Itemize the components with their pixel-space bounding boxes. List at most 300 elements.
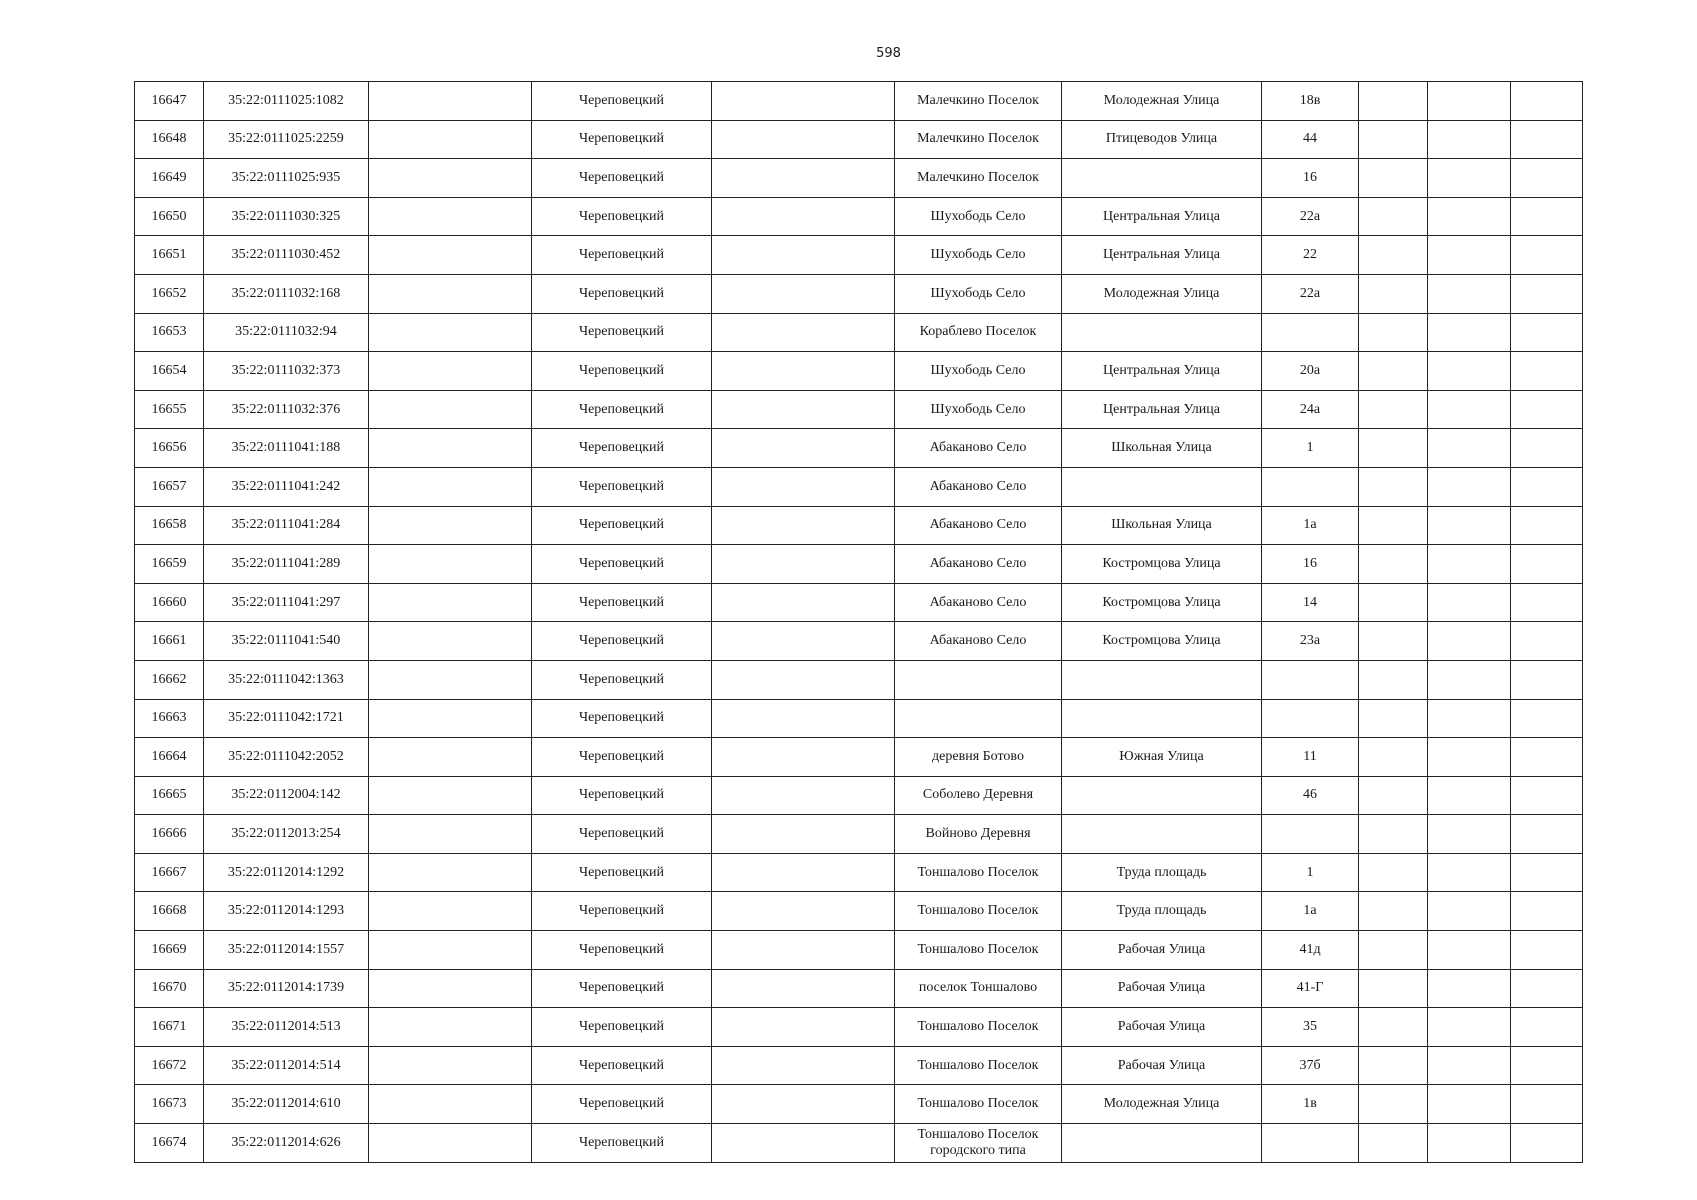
cell-row-number: 16655 — [135, 390, 204, 429]
cell-empty — [712, 776, 895, 815]
cell-empty — [369, 1008, 532, 1047]
cell-empty — [712, 699, 895, 738]
cell-empty — [369, 467, 532, 506]
cell-empty — [1359, 236, 1428, 275]
cell-empty — [1511, 583, 1583, 622]
cell-house-number: 41-Г — [1262, 969, 1359, 1008]
cell-locality: Тоншалово Поселок — [895, 1046, 1062, 1085]
cell-house-number: 1в — [1262, 1085, 1359, 1124]
cell-empty — [1511, 622, 1583, 661]
cell-empty — [369, 352, 532, 391]
cell-cadastral-number: 35:22:0111042:1363 — [204, 660, 369, 699]
cell-empty — [1511, 1085, 1583, 1124]
cell-empty — [712, 274, 895, 313]
table-row — [135, 1085, 1583, 1124]
cell-street: Центральная Улица — [1062, 390, 1262, 429]
cell-street — [1062, 699, 1262, 738]
cell-empty — [369, 853, 532, 892]
cell-street: Школьная Улица — [1062, 506, 1262, 545]
cell-empty — [1359, 1124, 1428, 1163]
cell-empty — [1511, 352, 1583, 391]
cell-locality: Шухободь Село — [895, 390, 1062, 429]
cell-district: Череповецкий — [532, 159, 712, 198]
cell-empty — [369, 931, 532, 970]
cell-empty — [1359, 313, 1428, 352]
cell-empty — [369, 313, 532, 352]
cell-empty — [369, 892, 532, 931]
cell-empty — [1511, 159, 1583, 198]
cell-house-number: 20а — [1262, 352, 1359, 391]
cell-locality: Абаканово Село — [895, 622, 1062, 661]
cell-street: Центральная Улица — [1062, 352, 1262, 391]
cell-empty — [712, 313, 895, 352]
cell-house-number: 24а — [1262, 390, 1359, 429]
cell-empty — [1428, 159, 1511, 198]
cell-empty — [1428, 1046, 1511, 1085]
cell-empty — [712, 622, 895, 661]
cell-empty — [1428, 815, 1511, 854]
cell-cadastral-number: 35:22:0111041:188 — [204, 429, 369, 468]
cell-street — [1062, 467, 1262, 506]
cell-locality: Абаканово Село — [895, 467, 1062, 506]
cell-row-number: 16666 — [135, 815, 204, 854]
cell-cadastral-number: 35:22:0111041:284 — [204, 506, 369, 545]
cell-empty — [712, 1085, 895, 1124]
cell-cadastral-number: 35:22:0111042:1721 — [204, 699, 369, 738]
cell-house-number: 11 — [1262, 738, 1359, 777]
table-row — [135, 82, 1583, 121]
cell-empty — [712, 892, 895, 931]
cell-locality: поселок Тоншалово — [895, 969, 1062, 1008]
cell-empty — [712, 853, 895, 892]
table-row — [135, 197, 1583, 236]
cell-empty — [1359, 1085, 1428, 1124]
cell-empty — [1428, 892, 1511, 931]
cell-empty — [1511, 197, 1583, 236]
cell-cadastral-number: 35:22:0112014:1739 — [204, 969, 369, 1008]
cell-empty — [369, 776, 532, 815]
cell-empty — [712, 738, 895, 777]
cell-row-number: 16663 — [135, 699, 204, 738]
cell-district: Череповецкий — [532, 1008, 712, 1047]
cell-empty — [1359, 776, 1428, 815]
cell-district: Череповецкий — [532, 313, 712, 352]
cell-empty — [1359, 931, 1428, 970]
cell-row-number: 16670 — [135, 969, 204, 1008]
table-row — [135, 274, 1583, 313]
cell-empty — [1511, 313, 1583, 352]
table-row — [135, 776, 1583, 815]
table-row — [135, 429, 1583, 468]
cell-empty — [1511, 969, 1583, 1008]
cell-house-number: 22а — [1262, 197, 1359, 236]
cell-empty — [1511, 82, 1583, 121]
cell-empty — [1511, 776, 1583, 815]
table-row — [135, 390, 1583, 429]
cell-empty — [1359, 545, 1428, 584]
cell-street: Птицеводов Улица — [1062, 120, 1262, 159]
cell-row-number: 16657 — [135, 467, 204, 506]
cell-empty — [1428, 1008, 1511, 1047]
cell-empty — [369, 506, 532, 545]
cell-empty — [1359, 738, 1428, 777]
cell-row-number: 16658 — [135, 506, 204, 545]
cell-cadastral-number: 35:22:0111041:540 — [204, 622, 369, 661]
cell-empty — [1511, 120, 1583, 159]
cell-empty — [1428, 120, 1511, 159]
table-row — [135, 545, 1583, 584]
cell-district: Череповецкий — [532, 236, 712, 275]
cell-empty — [1511, 236, 1583, 275]
cell-district: Череповецкий — [532, 197, 712, 236]
cell-street: Костромцова Улица — [1062, 545, 1262, 584]
cell-street — [1062, 660, 1262, 699]
cell-empty — [712, 120, 895, 159]
table-row — [135, 738, 1583, 777]
cell-empty — [1428, 776, 1511, 815]
cell-district: Череповецкий — [532, 1046, 712, 1085]
table-row — [135, 583, 1583, 622]
cell-empty — [1428, 197, 1511, 236]
cell-empty — [1428, 622, 1511, 661]
cell-district: Череповецкий — [532, 853, 712, 892]
table-row — [135, 313, 1583, 352]
cell-empty — [1359, 197, 1428, 236]
cell-empty — [712, 1124, 895, 1163]
cell-row-number: 16667 — [135, 853, 204, 892]
cell-locality: Тоншалово Поселок — [895, 853, 1062, 892]
cell-street: Центральная Улица — [1062, 197, 1262, 236]
cell-locality: Тоншалово Поселок — [895, 1008, 1062, 1047]
cell-cadastral-number: 35:22:0112004:142 — [204, 776, 369, 815]
cell-street: Костромцова Улица — [1062, 622, 1262, 661]
cell-locality: Войново Деревня — [895, 815, 1062, 854]
cell-row-number: 16650 — [135, 197, 204, 236]
cell-house-number — [1262, 313, 1359, 352]
cell-empty — [1511, 545, 1583, 584]
cell-locality: Тоншалово Поселок — [895, 931, 1062, 970]
cell-row-number: 16669 — [135, 931, 204, 970]
cell-district: Череповецкий — [532, 1124, 712, 1163]
cell-row-number: 16648 — [135, 120, 204, 159]
cell-house-number: 22а — [1262, 274, 1359, 313]
cell-empty — [369, 82, 532, 121]
cell-empty — [1428, 467, 1511, 506]
cell-row-number: 16656 — [135, 429, 204, 468]
cell-house-number — [1262, 1124, 1359, 1163]
cell-empty — [1359, 120, 1428, 159]
cell-empty — [1359, 506, 1428, 545]
cell-cadastral-number: 35:22:0111042:2052 — [204, 738, 369, 777]
cell-empty — [1359, 815, 1428, 854]
cell-district: Череповецкий — [532, 776, 712, 815]
cell-empty — [369, 390, 532, 429]
cell-empty — [369, 969, 532, 1008]
cell-row-number: 16652 — [135, 274, 204, 313]
cell-empty — [369, 660, 532, 699]
cell-row-number: 16661 — [135, 622, 204, 661]
cell-empty — [369, 1124, 532, 1163]
cell-empty — [1428, 429, 1511, 468]
cell-locality: деревня Ботово — [895, 738, 1062, 777]
cell-district: Череповецкий — [532, 660, 712, 699]
cell-street: Рабочая Улица — [1062, 1008, 1262, 1047]
cell-empty — [1428, 236, 1511, 275]
cell-house-number — [1262, 699, 1359, 738]
cell-district: Череповецкий — [532, 390, 712, 429]
cell-street — [1062, 1124, 1262, 1163]
cell-street — [1062, 313, 1262, 352]
cell-empty — [369, 429, 532, 468]
table-row — [135, 892, 1583, 931]
table-row — [135, 1046, 1583, 1085]
cell-empty — [1511, 274, 1583, 313]
cell-street: Рабочая Улица — [1062, 931, 1262, 970]
cell-district: Череповецкий — [532, 969, 712, 1008]
cell-locality: Малечкино Поселок — [895, 159, 1062, 198]
cell-street — [1062, 815, 1262, 854]
cell-empty — [712, 1046, 895, 1085]
cell-empty — [369, 236, 532, 275]
cell-district: Череповецкий — [532, 1085, 712, 1124]
cell-house-number: 22 — [1262, 236, 1359, 275]
cell-street — [1062, 159, 1262, 198]
cell-empty — [1428, 1124, 1511, 1163]
cell-empty — [1428, 699, 1511, 738]
cell-house-number: 18в — [1262, 82, 1359, 121]
cell-cadastral-number: 35:22:0112014:1293 — [204, 892, 369, 931]
cell-house-number — [1262, 815, 1359, 854]
table-row — [135, 622, 1583, 661]
cell-empty — [1359, 699, 1428, 738]
cell-street: Труда площадь — [1062, 853, 1262, 892]
table-row — [135, 506, 1583, 545]
cell-locality — [895, 660, 1062, 699]
table-row — [135, 1124, 1583, 1163]
cell-row-number: 16649 — [135, 159, 204, 198]
cell-row-number: 16664 — [135, 738, 204, 777]
table-row — [135, 969, 1583, 1008]
table-row — [135, 660, 1583, 699]
cell-empty — [1428, 313, 1511, 352]
cell-empty — [1428, 506, 1511, 545]
cell-empty — [1428, 545, 1511, 584]
cell-district: Череповецкий — [532, 738, 712, 777]
cell-district: Череповецкий — [532, 352, 712, 391]
cell-house-number: 37б — [1262, 1046, 1359, 1085]
cell-empty — [712, 352, 895, 391]
cell-house-number: 14 — [1262, 583, 1359, 622]
cell-district: Череповецкий — [532, 467, 712, 506]
cell-empty — [712, 506, 895, 545]
cell-empty — [1359, 429, 1428, 468]
cell-cadastral-number: 35:22:0112014:626 — [204, 1124, 369, 1163]
cell-house-number: 1а — [1262, 892, 1359, 931]
cell-empty — [1511, 931, 1583, 970]
cell-district: Череповецкий — [532, 82, 712, 121]
cell-house-number: 1 — [1262, 853, 1359, 892]
cell-cadastral-number: 35:22:0111030:452 — [204, 236, 369, 275]
cell-street: Рабочая Улица — [1062, 1046, 1262, 1085]
cell-locality: Кораблево Поселок — [895, 313, 1062, 352]
cell-street: Молодежная Улица — [1062, 274, 1262, 313]
cell-empty — [1428, 931, 1511, 970]
cell-empty — [1511, 1124, 1583, 1163]
cell-cadastral-number: 35:22:0111041:242 — [204, 467, 369, 506]
cell-cadastral-number: 35:22:0111025:2259 — [204, 120, 369, 159]
cell-row-number: 16659 — [135, 545, 204, 584]
cell-empty — [1511, 853, 1583, 892]
cell-district: Череповецкий — [532, 429, 712, 468]
cell-cadastral-number: 35:22:0111041:289 — [204, 545, 369, 584]
cell-empty — [1359, 583, 1428, 622]
cell-empty — [1511, 1008, 1583, 1047]
cell-house-number — [1262, 660, 1359, 699]
cell-district: Череповецкий — [532, 699, 712, 738]
cell-empty — [712, 583, 895, 622]
cell-cadastral-number: 35:22:0112013:254 — [204, 815, 369, 854]
cell-locality: Шухободь Село — [895, 352, 1062, 391]
cell-cadastral-number: 35:22:0111032:168 — [204, 274, 369, 313]
cell-house-number: 44 — [1262, 120, 1359, 159]
cell-empty — [1359, 274, 1428, 313]
cell-empty — [712, 429, 895, 468]
cell-empty — [1359, 1046, 1428, 1085]
cell-cadastral-number: 35:22:0111032:94 — [204, 313, 369, 352]
cell-empty — [1359, 892, 1428, 931]
cell-row-number: 16662 — [135, 660, 204, 699]
cell-empty — [712, 969, 895, 1008]
cell-empty — [369, 1085, 532, 1124]
cell-empty — [1428, 82, 1511, 121]
registry-table — [134, 81, 1583, 1163]
cell-empty — [712, 197, 895, 236]
cell-street: Молодежная Улица — [1062, 82, 1262, 121]
cell-cadastral-number: 35:22:0112014:514 — [204, 1046, 369, 1085]
cell-district: Череповецкий — [532, 931, 712, 970]
cell-street: Труда площадь — [1062, 892, 1262, 931]
table-row — [135, 853, 1583, 892]
cell-cadastral-number: 35:22:0111032:376 — [204, 390, 369, 429]
cell-row-number: 16672 — [135, 1046, 204, 1085]
cell-empty — [1359, 390, 1428, 429]
cell-empty — [1511, 815, 1583, 854]
page-number: 598 — [876, 46, 901, 61]
cell-empty — [1428, 853, 1511, 892]
cell-empty — [369, 120, 532, 159]
cell-empty — [1359, 853, 1428, 892]
cell-empty — [369, 274, 532, 313]
cell-empty — [712, 931, 895, 970]
cell-row-number: 16671 — [135, 1008, 204, 1047]
cell-house-number: 46 — [1262, 776, 1359, 815]
cell-house-number: 16 — [1262, 545, 1359, 584]
cell-empty — [369, 738, 532, 777]
cell-locality: Малечкино Поселок — [895, 120, 1062, 159]
cell-row-number: 16653 — [135, 313, 204, 352]
cell-empty — [1359, 622, 1428, 661]
cell-empty — [369, 699, 532, 738]
cell-house-number: 1а — [1262, 506, 1359, 545]
cell-house-number: 16 — [1262, 159, 1359, 198]
cell-row-number: 16651 — [135, 236, 204, 275]
cell-locality: Тоншалово Поселок — [895, 892, 1062, 931]
table-row — [135, 159, 1583, 198]
cell-empty — [369, 583, 532, 622]
table-body — [135, 82, 1583, 1163]
cell-empty — [712, 1008, 895, 1047]
cell-locality: Шухободь Село — [895, 274, 1062, 313]
cell-locality: Абаканово Село — [895, 429, 1062, 468]
cell-empty — [1359, 467, 1428, 506]
cell-empty — [1511, 892, 1583, 931]
table-row — [135, 352, 1583, 391]
cell-street: Центральная Улица — [1062, 236, 1262, 275]
cell-empty — [369, 622, 532, 661]
cell-locality: Шухободь Село — [895, 236, 1062, 275]
cell-row-number: 16674 — [135, 1124, 204, 1163]
cell-row-number: 16654 — [135, 352, 204, 391]
cell-locality: Соболево Деревня — [895, 776, 1062, 815]
cell-house-number: 1 — [1262, 429, 1359, 468]
cell-empty — [369, 197, 532, 236]
cell-street: Школьная Улица — [1062, 429, 1262, 468]
cell-street: Южная Улица — [1062, 738, 1262, 777]
cell-empty — [1359, 969, 1428, 1008]
cell-locality: Абаканово Село — [895, 506, 1062, 545]
cell-empty — [369, 1046, 532, 1085]
table-row — [135, 815, 1583, 854]
table-row — [135, 236, 1583, 275]
cell-house-number: 23а — [1262, 622, 1359, 661]
cell-street: Молодежная Улица — [1062, 1085, 1262, 1124]
cell-cadastral-number: 35:22:0111025:1082 — [204, 82, 369, 121]
cell-cadastral-number: 35:22:0112014:1292 — [204, 853, 369, 892]
cell-empty — [1428, 969, 1511, 1008]
cell-locality — [895, 699, 1062, 738]
cell-empty — [1428, 1085, 1511, 1124]
cell-district: Череповецкий — [532, 120, 712, 159]
cell-empty — [1359, 1008, 1428, 1047]
cell-locality: Абаканово Село — [895, 545, 1062, 584]
cell-cadastral-number: 35:22:0111025:935 — [204, 159, 369, 198]
cell-locality: Тоншалово Поселок — [895, 1085, 1062, 1124]
cell-empty — [1511, 390, 1583, 429]
cell-empty — [712, 660, 895, 699]
cell-empty — [1511, 467, 1583, 506]
cell-row-number: 16665 — [135, 776, 204, 815]
cell-cadastral-number: 35:22:0112014:1557 — [204, 931, 369, 970]
cell-empty — [1359, 352, 1428, 391]
cell-cadastral-number: 35:22:0112014:513 — [204, 1008, 369, 1047]
cell-cadastral-number: 35:22:0111032:373 — [204, 352, 369, 391]
cell-locality: Абаканово Село — [895, 583, 1062, 622]
cell-empty — [712, 815, 895, 854]
cell-empty — [712, 390, 895, 429]
cell-empty — [1511, 699, 1583, 738]
cell-empty — [712, 82, 895, 121]
cell-street: Рабочая Улица — [1062, 969, 1262, 1008]
cell-row-number: 16668 — [135, 892, 204, 931]
cell-cadastral-number: 35:22:0111030:325 — [204, 197, 369, 236]
cell-house-number: 35 — [1262, 1008, 1359, 1047]
cell-locality: Тоншалово Поселок городского типа — [895, 1124, 1062, 1163]
cell-empty — [1428, 660, 1511, 699]
cell-empty — [712, 467, 895, 506]
cell-empty — [1428, 390, 1511, 429]
cell-empty — [1359, 159, 1428, 198]
cell-empty — [369, 815, 532, 854]
